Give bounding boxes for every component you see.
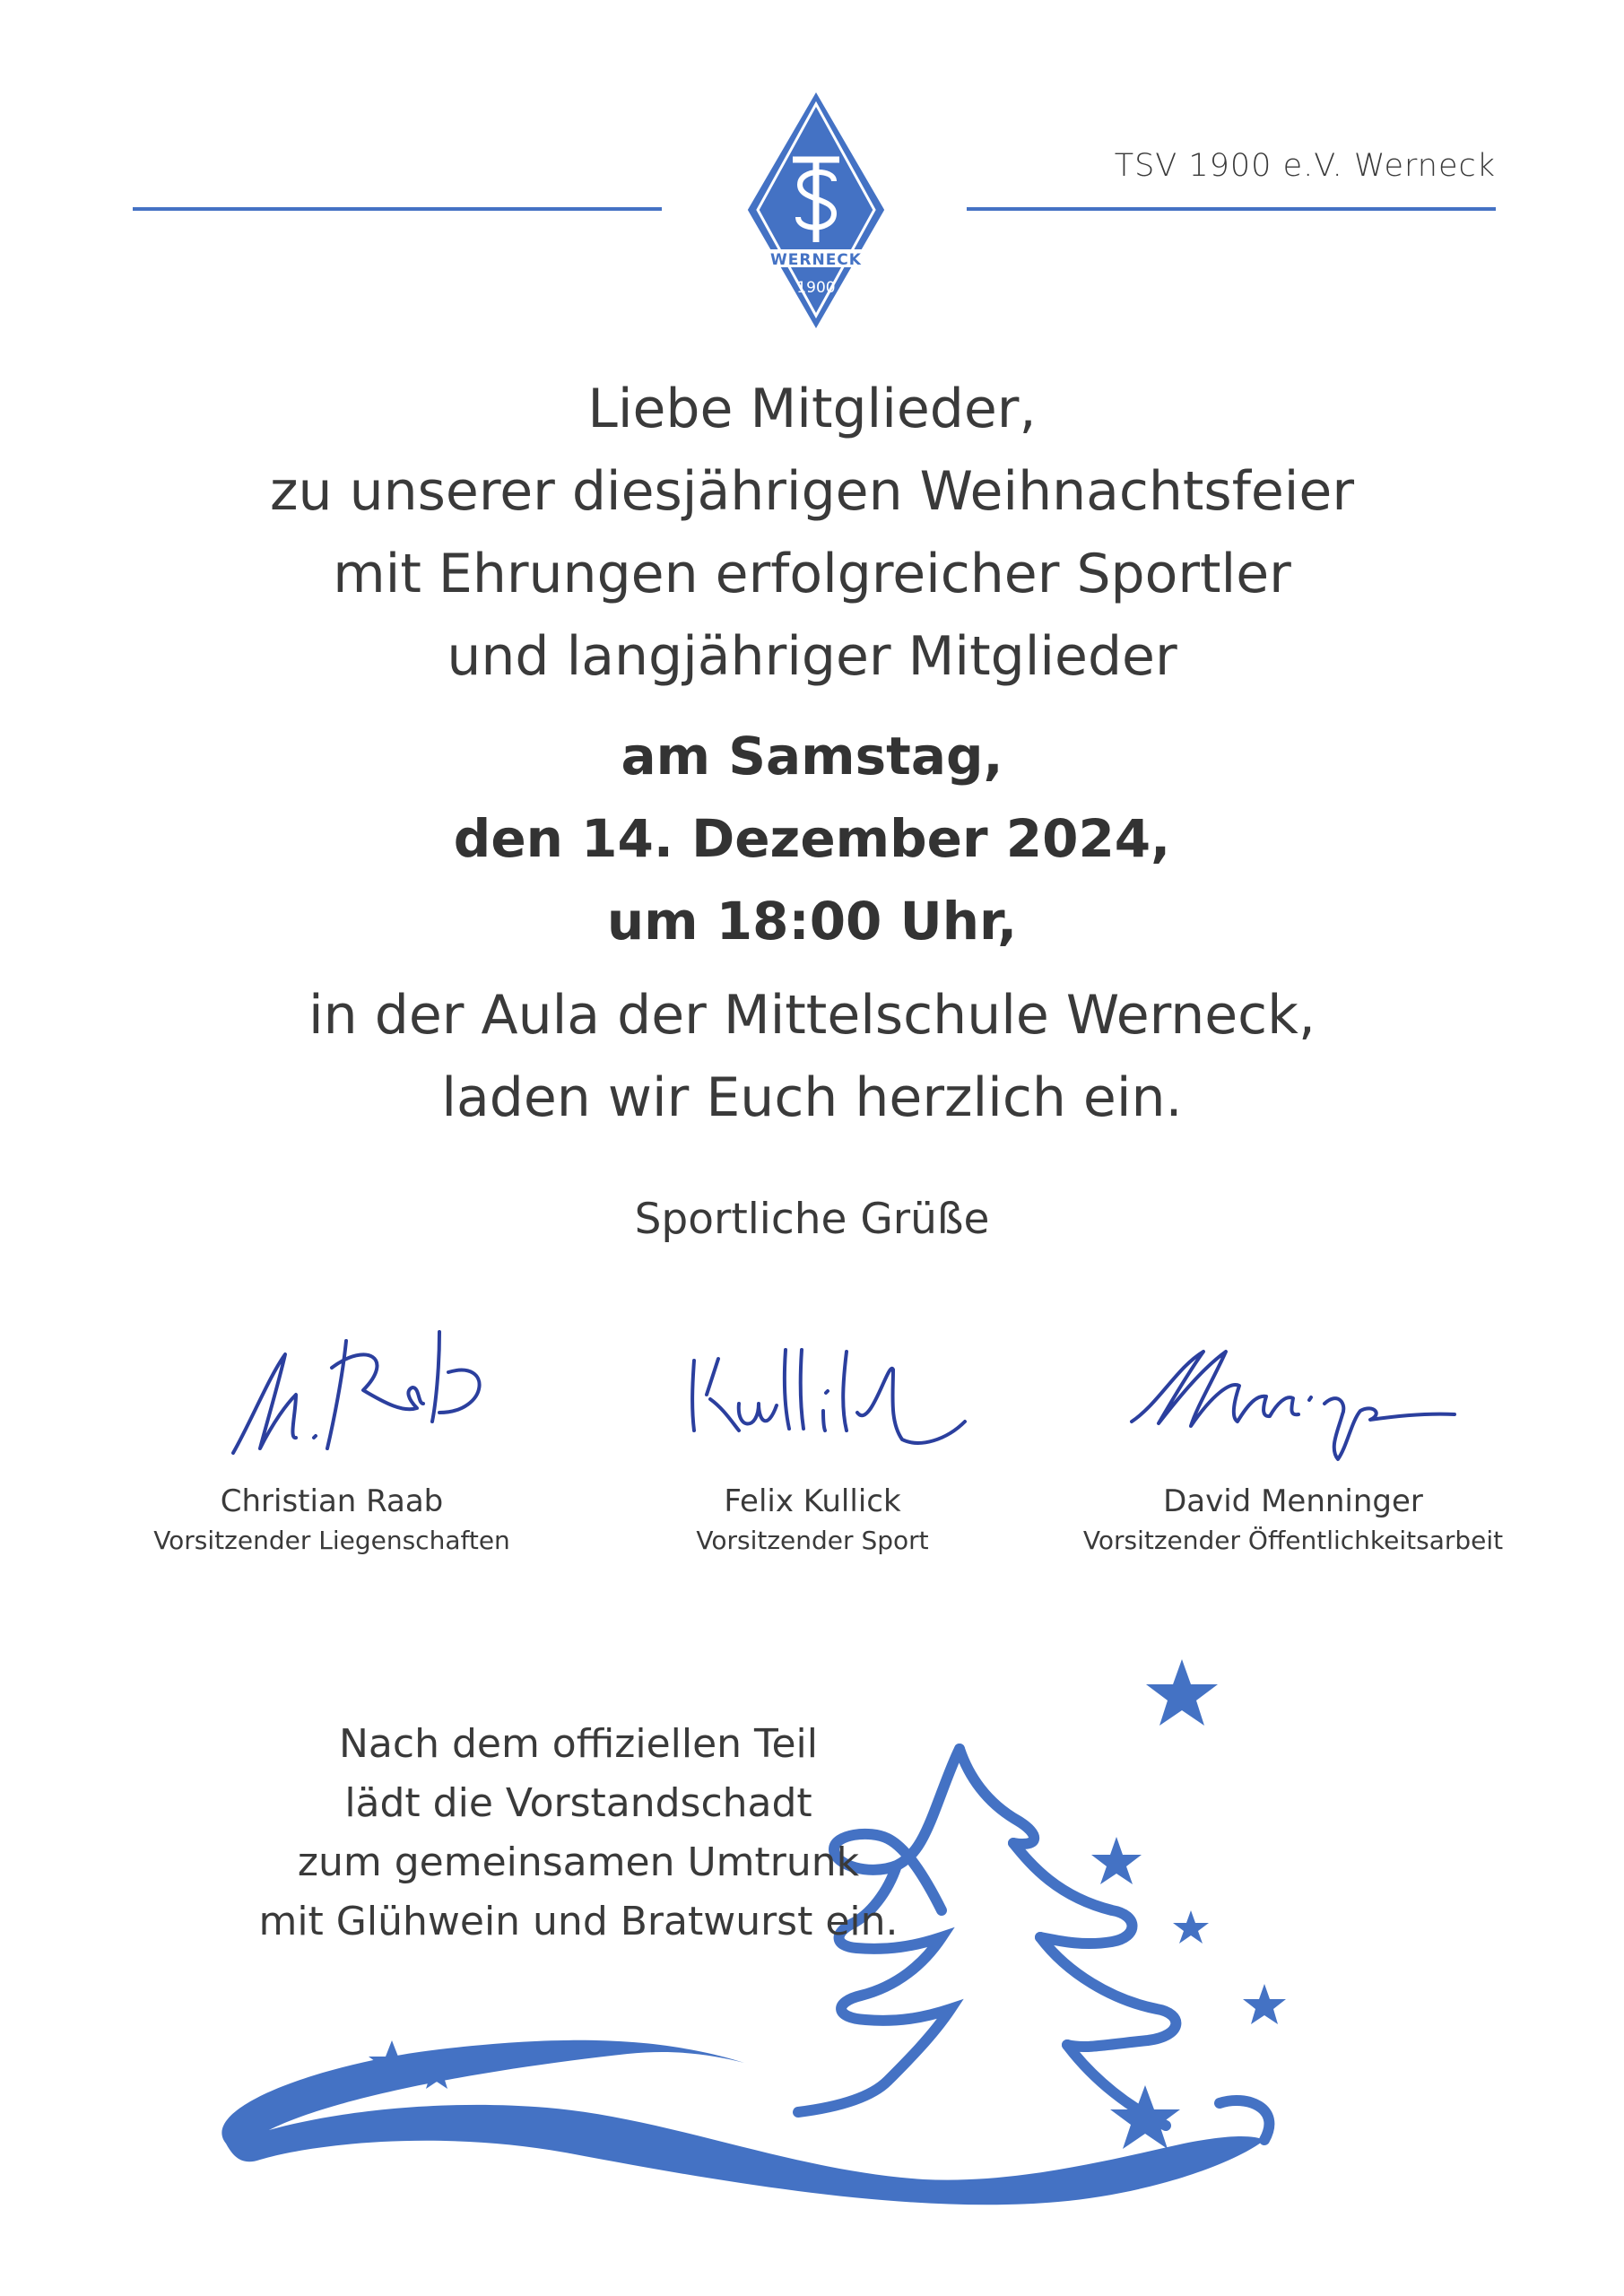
star-icon-middle [1173, 1910, 1209, 1944]
header-rule-right [967, 207, 1496, 211]
club-name: TSV 1900 e.V. Werneck [1114, 148, 1496, 184]
greeting-line-4: und langjähriger Mitglieder [447, 625, 1177, 688]
logo-text: WERNECK [770, 251, 862, 269]
afterword-line-3: zum gemeinsamen Umtrunk [297, 1839, 860, 1885]
signatory-3-role: Vorsitzender Öffentlichkeitsarbeit [1082, 1526, 1504, 1555]
signatory-1-role: Vorsitzender Liegenschaften [153, 1526, 510, 1555]
star-icon-left [1091, 1837, 1142, 1884]
greeting-line-1: Liebe Mitglieder, [587, 378, 1037, 440]
greeting-line-2: zu unserer diesjährigen Weihnachtsfeier [270, 460, 1354, 523]
signatory-3 [1042, 1305, 1544, 1555]
location-line-1: in der Aula der Mittelschule Werneck, [308, 984, 1316, 1047]
afterword-line-4: mit Glühwein und Bratwurst ein. [258, 1899, 899, 1944]
greeting-line-3: mit Ehrungen erfolgreicher Sportler [333, 543, 1291, 605]
signatory-2 [561, 1305, 1064, 1555]
date-block [0, 715, 1624, 962]
location-line-2: laden wir Euch herzlich ein. [441, 1066, 1183, 1129]
signature-menninger [1078, 1305, 1508, 1466]
signatory-2-role: Vorsitzender Sport [696, 1526, 929, 1555]
club-logo-icon [746, 91, 886, 329]
signatory-2-name: Felix Kullick [724, 1483, 901, 1519]
header-rule-left [133, 207, 662, 211]
afterword-block [170, 1715, 986, 1952]
date-line-2: den 14. Dezember 2024, [453, 808, 1171, 869]
signatory-3-name: David Menninger [1163, 1483, 1423, 1519]
logo-year: 1900 [796, 279, 836, 297]
signatory-1-name: Christian Raab [220, 1483, 444, 1519]
greeting-block [0, 368, 1624, 698]
afterword-line-1: Nach dem offiziellen Teil [339, 1721, 818, 1767]
date-line-3: um 18:00 Uhr, [606, 891, 1018, 952]
signature-raab [170, 1305, 493, 1466]
star-icon-top [1146, 1659, 1218, 1726]
date-line-1: am Samstag, [621, 726, 1003, 787]
location-block [0, 974, 1624, 1139]
closing-greeting: Sportliche Grüße [634, 1195, 990, 1244]
star-icon-right [1243, 1984, 1286, 2024]
signature-kullick [624, 1305, 1001, 1466]
signatory-1 [81, 1305, 583, 1555]
afterword-line-2: lädt die Vorstandschadt [344, 1780, 812, 1826]
